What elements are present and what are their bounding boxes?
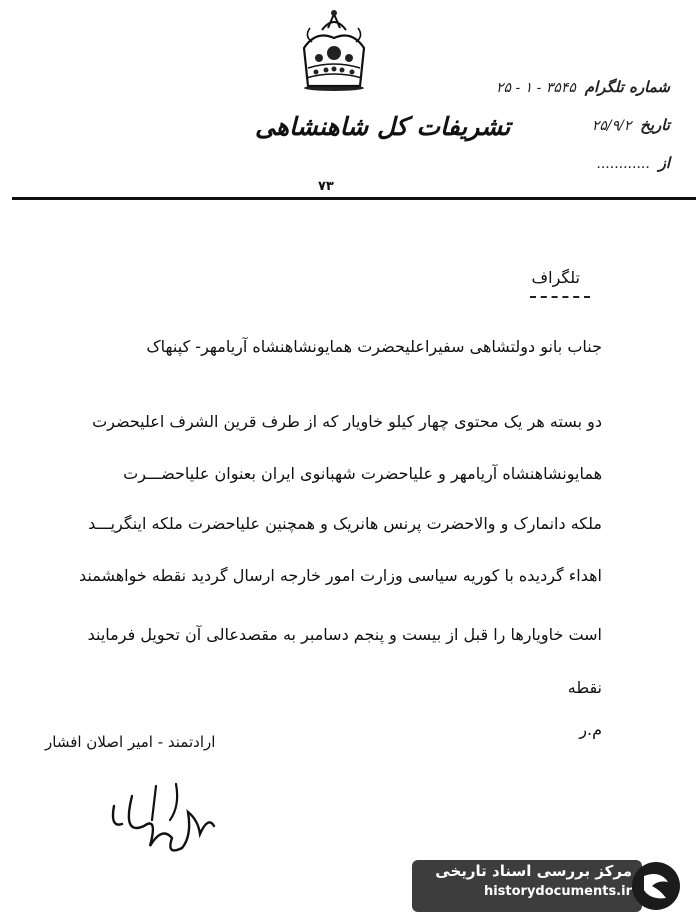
- letter-closing: ارادتمند - امیر اصلان افشار: [45, 733, 216, 751]
- heading-underline: [530, 296, 590, 298]
- royal-crown-emblem: [286, 8, 382, 92]
- watermark-text: [435, 862, 632, 899]
- page-number: ۷۳: [318, 179, 334, 194]
- letter-line: همایونشاهنشاه آریامهر و علیاحضرت شهبانوی ایران بعنوان علیاحضـــرت: [123, 464, 602, 483]
- letter-address: جناب بانو دولتشاهی سفیراعلیحضرت همایونشاهنشاه آریامهر- کپنهاک: [146, 337, 602, 356]
- letter-line: است خاویارها را قبل از بیست و پنجم دسامبر به مقصدعالی آن تحویل فرمایند: [87, 625, 602, 644]
- letter-line: اهداء گردیده با کوریه سیاسی وزارت امور خارجه ارسال گردید نقطه خواهشمند: [78, 566, 602, 585]
- date-value: ۲۵/۹/۲: [591, 118, 632, 134]
- telegram-number-label: شماره تلگرام: [584, 78, 670, 96]
- watermark-url: historydocuments.ir: [483, 884, 632, 899]
- date-label: تاریخ: [640, 116, 670, 134]
- reference-block: [400, 78, 670, 192]
- letter-line: دو بسته هر یک محتوی چهار کیلو خاویار که از طرف قرین الشرف اعلیحضرت: [92, 412, 602, 431]
- from-line: [400, 154, 670, 180]
- from-label: از: [658, 154, 670, 172]
- header-divider: [12, 197, 696, 200]
- letter-line: ملکه دانمارک و والاحضرت پرنس هانریک و همچنین علیاحضرت ملکه اینگریـــد: [88, 514, 602, 533]
- letter-line: نقطه: [567, 678, 602, 697]
- telegram-number-line: [400, 78, 670, 104]
- letter-initials: م.ر: [579, 720, 602, 739]
- letter-heading: تلگراف: [531, 268, 580, 287]
- handwritten-signature: [92, 776, 232, 866]
- from-dots: ............: [596, 156, 650, 172]
- date-line: [400, 116, 670, 142]
- office-title: تشریفات کل شاهنشاهی: [255, 112, 511, 141]
- watermark-title: مرکز بررسی اسناد تاریخی: [435, 862, 632, 880]
- telegram-number-value: ۳۵۴۵ - ۱ - ۲۵: [495, 80, 576, 96]
